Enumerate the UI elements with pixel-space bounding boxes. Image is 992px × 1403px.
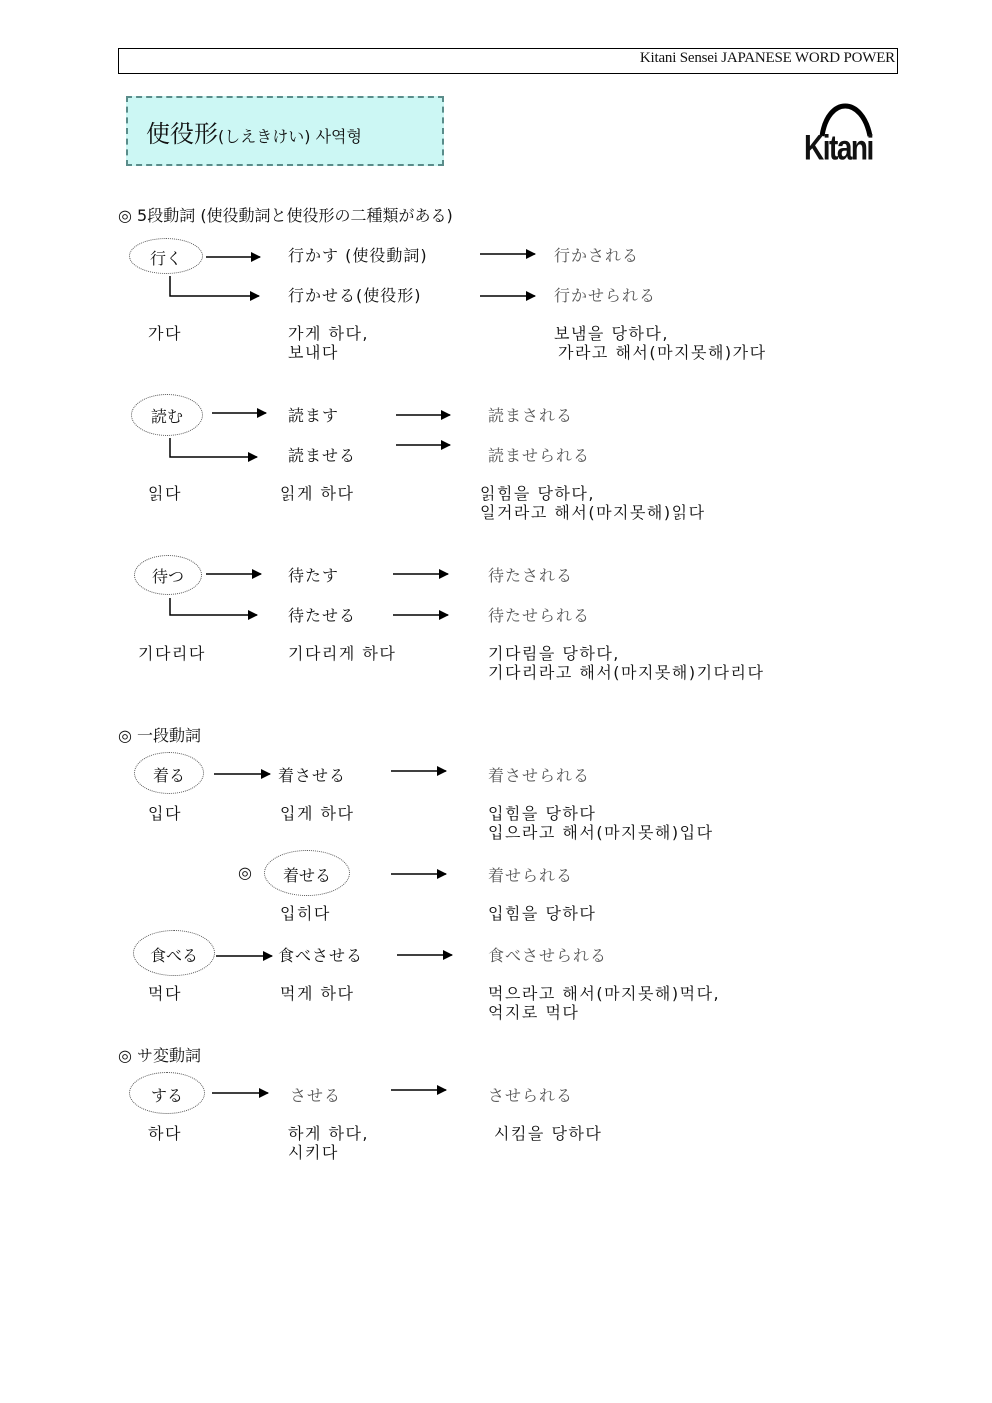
korean-passive — [488, 984, 720, 1022]
causative-form-passive: 行かせられる — [554, 286, 657, 305]
verb-oval-taberu — [133, 930, 215, 976]
korean-line: 읽힘을 당하다, — [480, 484, 595, 503]
header-title: Kitani Sensei JAPANESE WORD POWER — [639, 50, 895, 66]
base-verb: 着せる — [282, 866, 331, 885]
korean-base: 가다 — [148, 324, 182, 343]
causative-passive: 着させられる — [488, 766, 591, 785]
base-verb: 着る — [152, 766, 185, 785]
korean-base: 기다리다 — [138, 644, 206, 663]
base-verb: 食べる — [149, 946, 198, 965]
korean-line: 먹으라고 해서(마지못해)먹다, — [488, 984, 721, 1003]
korean-line: 보내다 — [288, 343, 339, 362]
causative-form: 読ませる — [288, 446, 357, 465]
korean-line: 기다리라고 해서(마지못해)기다리다 — [488, 663, 765, 682]
korean-passive — [488, 644, 764, 682]
korean-base: 읽다 — [148, 484, 182, 503]
causative-passive: させられる — [488, 1086, 574, 1105]
causative-verb: 読ます — [288, 406, 340, 425]
korean-base: 입히다 — [280, 904, 331, 923]
causative-verb-passive: 待たされる — [488, 566, 574, 585]
section-heading-sahen: ◎ サ変動詞 — [118, 1046, 202, 1065]
korean-line: 기다림을 당하다, — [488, 644, 620, 663]
korean-causative: 입게 하다 — [280, 804, 355, 823]
base-verb: する — [150, 1086, 183, 1105]
base-verb: 行く — [149, 249, 182, 268]
korean-passive: 입힘을 당하다 — [488, 904, 597, 923]
korean-line: 시키다 — [288, 1143, 339, 1162]
verb-oval-kiru — [134, 752, 204, 794]
korean-passive — [480, 484, 706, 522]
title-main: 使役形 — [146, 120, 218, 148]
korean-line: 일거라고 해서(마지못해)읽다 — [480, 503, 706, 522]
korean-causative — [288, 1124, 369, 1162]
verb-oval-iku — [129, 238, 203, 274]
causative-verb-passive: 行かされる — [554, 246, 640, 265]
base-verb: 待つ — [151, 567, 184, 586]
logo-text: Kitani — [804, 128, 873, 167]
verb-oval-kiseru — [264, 850, 350, 896]
causative-form-passive: 待たせられる — [488, 606, 591, 625]
korean-line: 가게 하다, — [288, 324, 369, 343]
passive-form: 着せられる — [488, 866, 574, 885]
causative-form-passive: 読ませられる — [488, 446, 591, 465]
causative-form: 食べさせる — [278, 946, 364, 965]
double-circle-mark: ◎ — [238, 863, 253, 882]
korean-line: 하게 하다, — [288, 1124, 369, 1143]
korean-line: 입힘을 당하다 — [488, 804, 597, 823]
korean-line: 가라고 해서(마지못해)가다 — [558, 343, 767, 362]
branch-arrow — [170, 276, 259, 296]
causative-verb: 待たす — [288, 566, 340, 585]
verb-oval-matsu — [134, 555, 202, 595]
korean-base: 하다 — [148, 1124, 182, 1143]
korean-causative: 기다리게 하다 — [288, 644, 397, 663]
korean-passive — [488, 804, 714, 842]
korean-passive: 시킴을 당하다 — [494, 1124, 603, 1143]
base-verb: 読む — [150, 407, 183, 426]
korean-base: 입다 — [148, 804, 182, 823]
korean-line: 억지로 먹다 — [488, 1003, 580, 1022]
causative-passive: 食べさせられる — [488, 946, 608, 965]
korean-causative — [288, 324, 369, 362]
causative-form: 着させる — [278, 766, 347, 785]
korean-causative: 먹게 하다 — [280, 984, 355, 1003]
causative-form: 待たせる — [288, 606, 357, 625]
section-heading-godan: ◎ 5段動詞 (使役動詞と使役形の二種類がある) — [118, 206, 453, 225]
causative-form: させる — [290, 1086, 342, 1105]
branch-arrow — [170, 598, 257, 615]
causative-form: 行かせる(使役形) — [288, 286, 422, 305]
verb-oval-suru — [129, 1072, 205, 1114]
verb-oval-yomu — [131, 394, 203, 436]
korean-passive — [554, 324, 767, 362]
korean-line: 입으라고 해서(마지못해)입다 — [488, 823, 714, 842]
branch-arrow — [170, 438, 257, 457]
title-subtitle: (しえきけい) 사역형 — [218, 127, 362, 146]
section-heading-ichidan: ◎ 一段動詞 — [118, 726, 202, 745]
causative-verb: 行かす (使役動詞) — [288, 246, 428, 265]
causative-verb-passive: 読まされる — [488, 406, 574, 425]
korean-causative: 읽게 하다 — [280, 484, 355, 503]
korean-base: 먹다 — [148, 984, 182, 1003]
korean-line: 보냄을 당하다, — [554, 324, 669, 343]
